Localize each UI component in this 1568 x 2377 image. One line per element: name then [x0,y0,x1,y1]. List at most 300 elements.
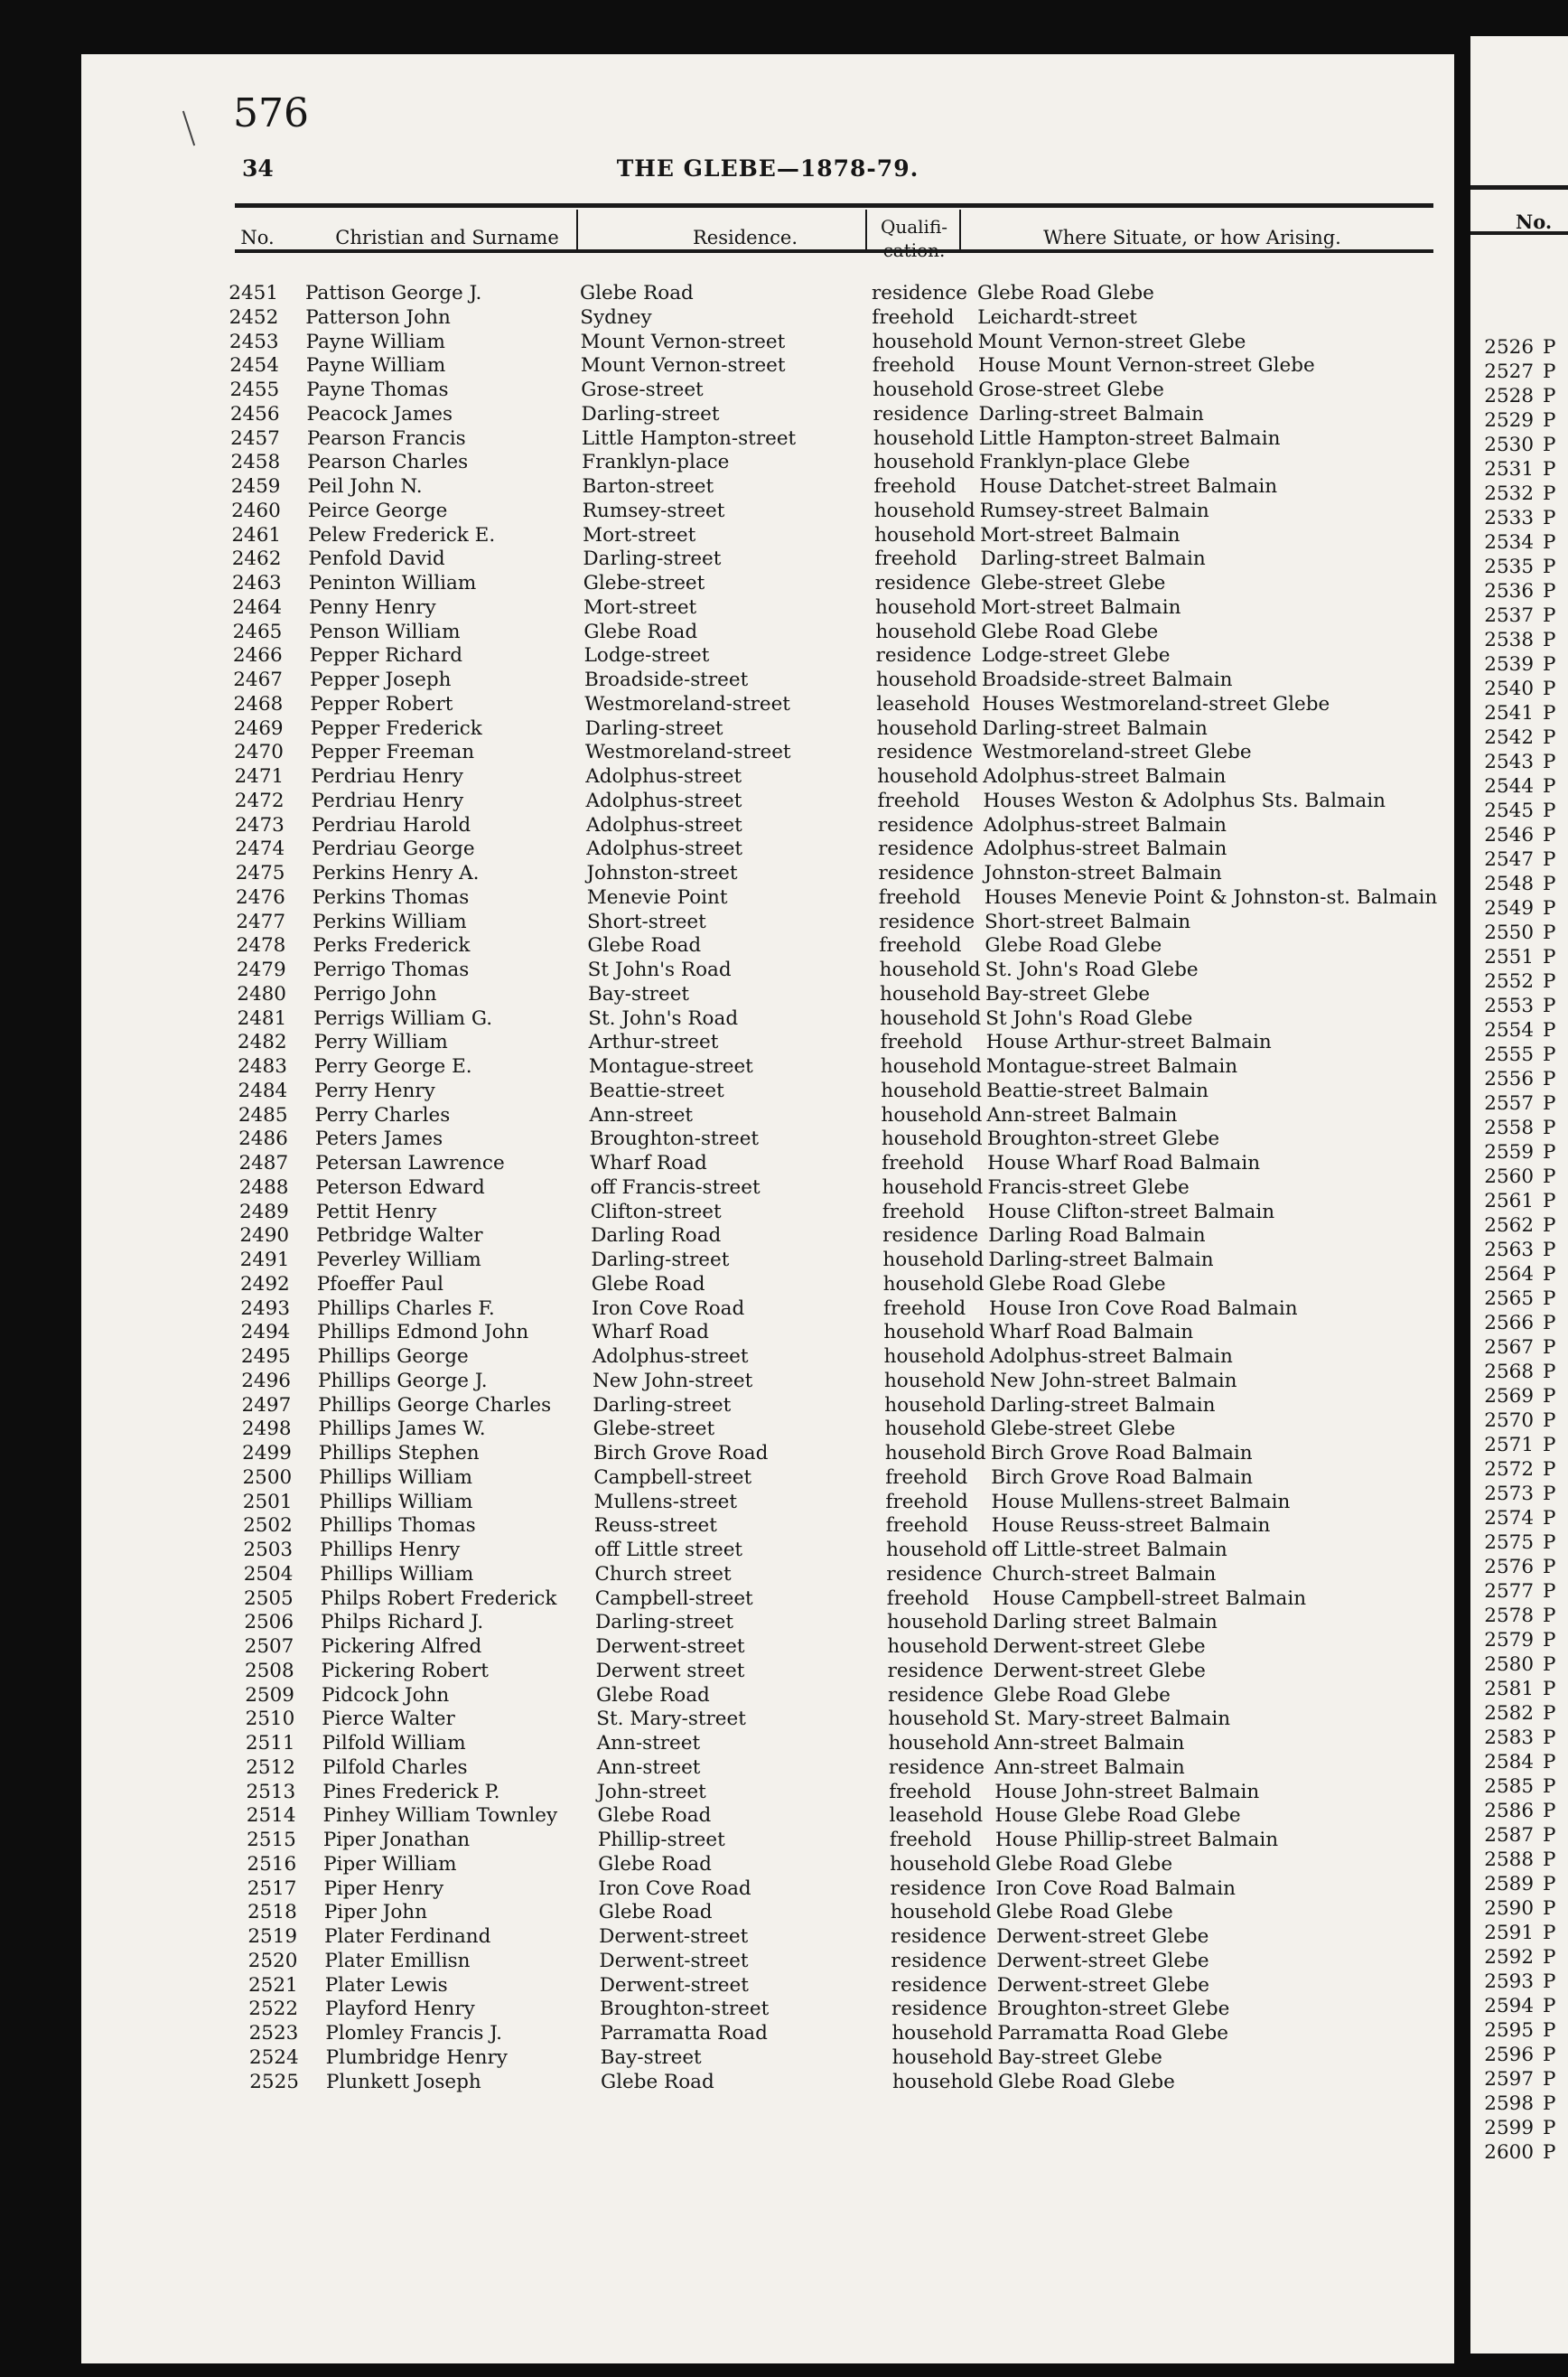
voter-name-fragment: P [1543,1580,1556,1603]
voter-number: 2507 [244,1635,294,1658]
voter-number: 2589 [1484,1873,1534,1895]
voter-residence: Broughton-street [600,1998,770,2021]
voter-name: Plumbridge Henry [325,2045,508,2069]
table-row [81,475,1454,499]
table-row [81,1708,1454,1731]
voter-name-fragment: P [1543,1970,1556,1993]
voter-qualification: household [873,499,975,522]
voter-name: Perry William [313,1031,448,1054]
voter-residence: Darling-street [593,1393,732,1417]
table-row [1470,1336,1568,1360]
table-row [1470,873,1568,896]
table-row [1470,2019,1568,2043]
voter-name-fragment: P [1543,922,1556,944]
voter-residence: Glebe-street [593,1418,715,1441]
voter-residence: Glebe Road [597,1804,712,1828]
table-row [1470,1190,1568,1213]
table-row [1470,1678,1568,1701]
voter-where-situate: Glebe-street Glebe [980,572,1166,594]
table-row [1470,922,1568,945]
voter-residence: Lodge-street [583,644,710,668]
voter-name-fragment: P [1543,1019,1556,1042]
voter-name: Pidcock John [321,1683,450,1707]
voter-number: 2461 [231,523,282,547]
voter-name-fragment: P [1543,458,1556,481]
voter-where-situate: Glebe Road Glebe [981,620,1159,643]
voter-name-fragment: P [1543,604,1556,627]
voter-residence: Westmoreland-street [584,741,791,764]
voter-number: 2536 [1484,580,1534,603]
voter-name-fragment: P [1543,360,1556,383]
voter-name: Pfoeffer Paul [316,1272,443,1296]
table-row [1470,2068,1568,2092]
table-row [1470,775,1568,799]
voter-name-fragment: P [1543,1848,1556,1871]
table-row [1470,1214,1568,1238]
voter-number: 2468 [233,692,284,716]
voter-name-fragment: P [1543,1214,1556,1237]
page-number: 576 [233,90,309,136]
voter-qualification: household [881,1079,983,1102]
voter-where-situate: Mort-street Balmain [981,595,1181,619]
voter-qualification: household [891,2045,994,2069]
voter-qualification: household [875,669,977,691]
voter-name-fragment: P [1543,482,1556,505]
table-row [81,354,1454,378]
table-row [1470,1556,1568,1579]
voter-name-fragment: P [1543,1092,1556,1115]
voter-qualification: household [891,2070,994,2093]
voter-qualification: residence [888,1755,985,1779]
voter-where-situate: Broughton-street Glebe [986,1128,1220,1151]
header-rule-top [1470,185,1568,190]
voter-qualification: residence [891,1949,987,1972]
table-row [81,717,1454,741]
table-row [1470,336,1568,360]
table-row [81,621,1454,644]
sheet-number: 34 [242,155,274,182]
voter-number: 2593 [1484,1970,1534,1993]
table-row [1470,800,1568,823]
voter-qualification: residence [890,1876,986,1900]
voter-name-fragment: P [1543,726,1556,749]
voter-number: 2597 [1484,2068,1534,2091]
voter-name: Peterson Edward [315,1175,485,1199]
voter-residence: Sydney [580,305,652,329]
voter-name: Pickering Robert [321,1659,489,1682]
voter-name: Pettit Henry [315,1200,437,1223]
voter-where-situate: Darling-street Balmain [982,716,1208,740]
voter-qualification: household [883,1345,985,1368]
table-row [1470,1995,1568,2018]
voter-number: 2481 [237,1006,287,1030]
voter-number: 2453 [229,330,279,353]
voter-name-fragment: P [1543,1824,1556,1847]
voter-name: Peninton William [308,572,477,594]
voter-number: 2545 [1484,800,1534,822]
table-row [1470,531,1568,555]
voter-where-situate: Westmoreland-street Glebe [982,741,1252,764]
voter-residence: Adolphus-street [586,838,743,861]
voter-name-fragment: P [1543,1336,1556,1359]
table-row [1470,1117,1568,1140]
voter-name-fragment: P [1543,1361,1556,1383]
voter-name-fragment: P [1543,1458,1556,1481]
voter-qualification: residence [876,741,973,764]
voter-name: Phillips George [317,1345,469,1368]
voter-name: Penny Henry [309,595,436,619]
voter-name: Phillips George Charles [318,1393,552,1417]
voter-where-situate: House Phillip-street Balmain [994,1829,1279,1851]
voter-number: 2599 [1484,2117,1534,2139]
table-row [1470,1141,1568,1165]
voter-number: 2528 [1484,385,1534,407]
table-row [81,524,1454,547]
table-row [1470,1629,1568,1652]
table-row [81,547,1454,571]
voter-name-fragment: P [1543,1629,1556,1652]
voter-name: Phillips William [319,1465,473,1489]
voter-where-situate: Derwent-street Glebe [996,1973,1209,1997]
table-row [1470,702,1568,725]
table-row [81,1804,1454,1828]
voter-number: 2477 [236,910,286,933]
voter-qualification: freehold [882,1200,965,1223]
voter-number: 2506 [244,1611,294,1634]
table-row [81,1249,1454,1272]
voter-residence: Campbell-street [594,1586,753,1610]
voter-where-situate: Birch Grove Road Balmain [991,1465,1253,1489]
table-row [81,1031,1454,1054]
voter-where-situate: Derwent-street Glebe [996,1949,1209,1972]
voter-where-situate: House Reuss-street Balmain [991,1514,1271,1538]
voter-qualification: leasehold [876,692,970,716]
voter-where-situate: Glebe Road Glebe [988,1272,1166,1296]
voter-name: Perdriau George [312,838,475,861]
table-row [81,741,1454,764]
voter-name: Perrigo Thomas [313,959,470,981]
voter-name: Plomley Francis J. [325,2022,502,2045]
table-row [1470,897,1568,921]
voter-number: 2518 [247,1901,297,1924]
voter-number: 2465 [232,620,283,643]
voter-number: 2576 [1484,1556,1534,1578]
voter-residence: Glebe Road [600,2070,714,2093]
voter-number: 2489 [239,1200,289,1223]
voter-number: 2587 [1484,1824,1534,1847]
voter-name-fragment: P [1543,580,1556,603]
table-row [81,1201,1454,1224]
voter-qualification: freehold [889,1780,972,1803]
table-row [81,1370,1454,1393]
table-row [1470,1043,1568,1067]
voter-where-situate: Leichardt-street [977,305,1137,329]
voter-qualification: household [886,1539,987,1561]
table-row [1470,946,1568,969]
voter-name-fragment: P [1543,1165,1556,1188]
voter-name-fragment: P [1543,1995,1556,2017]
voter-qualification: household [879,982,981,1006]
voter-residence: Glebe Road [595,1683,710,1707]
voter-name-fragment: P [1543,1531,1556,1554]
voter-name: Peil John N. [307,475,423,498]
table-row [1470,1848,1568,1872]
voter-qualification: household [882,1175,984,1199]
running-title: THE GLEBE—1878-79. [616,155,919,182]
voter-name-fragment: P [1543,2117,1556,2139]
voter-where-situate: Broadside-street Balmain [981,669,1233,691]
voter-number: 2459 [230,475,281,498]
voter-qualification: freehold [874,547,957,571]
voter-name-fragment: P [1543,1946,1556,1969]
voter-name: Pelew Frederick E. [308,523,496,547]
voter-where-situate: Mount Vernon-street Glebe [977,330,1246,353]
voter-qualification: household [881,1103,983,1127]
voter-name-fragment: P [1543,1117,1556,1139]
voter-qualification: household [882,1272,985,1296]
voter-number: 2586 [1484,1800,1534,1822]
voter-name: Petbridge Walter [316,1224,483,1248]
table-row [1470,1361,1568,1384]
voter-number: 2585 [1484,1775,1534,1798]
voter-qualification: freehold [878,885,961,909]
voter-name-fragment: P [1543,1507,1556,1530]
voter-number: 2462 [231,547,282,571]
voter-where-situate: Bay-street Glebe [985,982,1151,1006]
table-row [1470,1946,1568,1970]
voter-number: 2537 [1484,604,1534,627]
voter-qualification: residence [878,838,975,861]
voter-number: 2454 [229,354,279,378]
voter-name: Perdriau Henry [311,789,464,812]
voter-name: Philps Richard J. [321,1611,484,1634]
voter-where-situate: Darling-street Balmain [990,1393,1216,1417]
voter-number: 2557 [1484,1092,1534,1115]
table-row [81,814,1454,838]
voter-number: 2598 [1484,2092,1534,2115]
table-row [81,1998,1454,2021]
voter-name-fragment: P [1543,2141,1556,2164]
voter-qualification: residence [891,1998,988,2021]
voter-number: 2568 [1484,1361,1534,1383]
table-row [1470,385,1568,408]
voter-qualification: household [890,1852,991,1876]
voter-name: Phillips Thomas [319,1514,476,1538]
voter-name: Phillips William [319,1490,473,1513]
table-row [81,500,1454,523]
voter-residence: St. John's Road [588,1006,739,1030]
voter-name: Phillips James W. [318,1418,486,1441]
voter-number: 2548 [1484,873,1534,895]
table-row [81,838,1454,861]
voter-name-fragment: P [1543,1751,1556,1773]
voter-number: 2499 [242,1442,292,1465]
voter-number: 2583 [1484,1727,1534,1749]
voter-where-situate: Darling-street Balmain [988,1249,1214,1271]
voter-residence: Mount Vernon-street [580,330,786,353]
table-row [81,1877,1454,1901]
table-row [81,1611,1454,1634]
table-row [1470,1165,1568,1189]
voter-residence: Parramatta Road [600,2022,768,2045]
voter-name: Peters James [314,1128,443,1151]
table-row [81,765,1454,789]
voter-name: Perrigs William G. [313,1006,493,1030]
voter-qualification: residence [878,862,975,884]
voter-number: 2508 [244,1659,294,1682]
table-row [81,1974,1454,1998]
voter-residence: Westmoreland-street [584,692,790,716]
voter-number: 2470 [234,741,284,764]
table-row [1470,360,1568,384]
voter-number: 2594 [1484,1995,1534,2017]
voter-name: Payne William [305,330,445,353]
voter-qualification: household [887,1635,989,1658]
voter-name-fragment: P [1543,531,1556,554]
voter-number: 2567 [1484,1336,1534,1359]
voter-residence: Glebe Road [580,282,694,304]
voter-name-fragment: P [1543,1190,1556,1212]
voter-name-fragment: P [1543,385,1556,407]
voter-qualification: freehold [872,305,955,329]
voter-number: 2457 [230,426,280,450]
table-row [81,1950,1454,1973]
voter-name-fragment: P [1543,1922,1556,1944]
voter-where-situate: Adolphus-street Balmain [983,813,1227,837]
table-row [1470,482,1568,506]
voter-number: 2473 [235,813,285,837]
voter-residence: Glebe-street [583,572,705,594]
voter-name: Perkins Henry A. [312,862,480,884]
table-row [1470,1605,1568,1628]
voter-name-fragment: P [1543,1043,1556,1066]
table-row [1470,409,1568,433]
voter-number: 2531 [1484,458,1534,481]
voter-residence: Adolphus-street [585,765,742,788]
voter-residence: Wharf Road [592,1321,709,1344]
voter-name-fragment: P [1543,897,1556,920]
voter-number: 2550 [1484,922,1534,944]
voter-residence: Ann-street [589,1103,694,1127]
voter-residence: Menevie Point [586,885,728,909]
table-row [1470,970,1568,994]
voter-number: 2577 [1484,1580,1534,1603]
voter-where-situate: Houses Westmoreland-street Glebe [982,692,1330,716]
voter-number: 2514 [246,1804,296,1828]
table-row [81,1273,1454,1296]
table-row [81,1684,1454,1708]
voter-name: Plater Emillisn [324,1949,471,1972]
voter-residence: Little Hampton-street [581,426,797,450]
table-row [81,1901,1454,1924]
voter-name-fragment: P [1543,2092,1556,2115]
voter-name-fragment: P [1543,751,1556,773]
voter-number: 2588 [1484,1848,1534,1871]
voter-name: Phillips Charles F. [317,1296,495,1320]
voter-number: 2580 [1484,1653,1534,1676]
voter-qualification: household [873,451,975,474]
voter-number: 2579 [1484,1629,1534,1652]
voter-name: Perrigo John [313,982,437,1006]
voter-where-situate: Birch Grove Road Balmain [990,1442,1253,1465]
table-row [1470,1800,1568,1823]
voter-name-fragment: P [1543,1483,1556,1505]
voter-name: Pepper Frederick [310,716,482,740]
voter-name: Perdriau Harold [311,813,471,837]
voter-where-situate: Wharf Road Balmain [989,1321,1194,1344]
voter-name-fragment: P [1543,1068,1556,1090]
voter-number: 2451 [229,282,278,304]
voter-number: 2467 [233,669,283,691]
table-row [1470,1239,1568,1262]
voter-where-situate: St John's Road Glebe [985,1006,1193,1030]
voter-residence: Mount Vernon-street [580,354,786,378]
voter-number: 2592 [1484,1946,1534,1969]
voter-where-situate: Derwent-street Glebe [993,1659,1206,1682]
table-row [1470,1287,1568,1311]
voter-name: Pepper Joseph [309,669,452,691]
voter-name: Piper Henry [323,1876,444,1900]
voter-qualification: residence [887,1659,984,1682]
voter-name: Perks Frederick [313,934,471,958]
voter-name: Perkins William [313,910,467,933]
voter-qualification: residence [877,813,974,837]
voter-number: 2575 [1484,1531,1534,1554]
voter-number: 2538 [1484,629,1534,651]
voter-qualification: freehold [873,475,957,498]
table-row [1470,507,1568,530]
voter-residence: Glebe Road [598,1901,713,1924]
voter-residence: Glebe Road [598,1852,712,1876]
voter-name: Piper William [323,1852,457,1876]
table-row [81,1781,1454,1804]
voter-name-fragment: P [1543,653,1556,676]
table-row [81,282,1454,305]
voter-number: 2554 [1484,1019,1534,1042]
table-row [81,1080,1454,1103]
header-rule-bottom [235,249,1433,253]
voter-where-situate: House Iron Cove Road Balmain [989,1296,1298,1320]
voter-number: 2464 [232,595,283,619]
voter-number: 2452 [229,305,279,329]
voter-number: 2544 [1484,775,1534,798]
voter-number: 2485 [238,1103,288,1127]
voter-number: 2571 [1484,1434,1534,1456]
voter-number: 2491 [239,1249,290,1271]
voter-residence: Campbell-street [593,1465,752,1489]
voter-name-fragment: P [1543,556,1556,578]
voter-qualification: residence [879,910,975,933]
table-row [1470,1653,1568,1677]
voter-where-situate: Glebe Road Glebe [985,934,1162,958]
voter-name: Penson William [309,620,461,643]
voter-name: Perry George E. [313,1055,472,1078]
voter-number: 2504 [243,1562,294,1586]
voter-number: 2522 [248,1998,298,2021]
table-row [1470,434,1568,457]
voter-name: Pickering Alfred [321,1635,482,1658]
voter-where-situate: Darling street Balmain [993,1611,1218,1634]
table-row [81,2071,1454,2094]
voter-name: Pilfold Charles [322,1755,468,1779]
table-row [81,596,1454,620]
voter-name-fragment: P [1543,678,1556,700]
table-row [81,959,1454,982]
voter-name: Piper Jonathan [322,1829,471,1851]
voter-name: Pepper Richard [309,644,463,668]
voter-residence: Iron Cove Road [592,1296,745,1320]
table-row [1470,1019,1568,1043]
